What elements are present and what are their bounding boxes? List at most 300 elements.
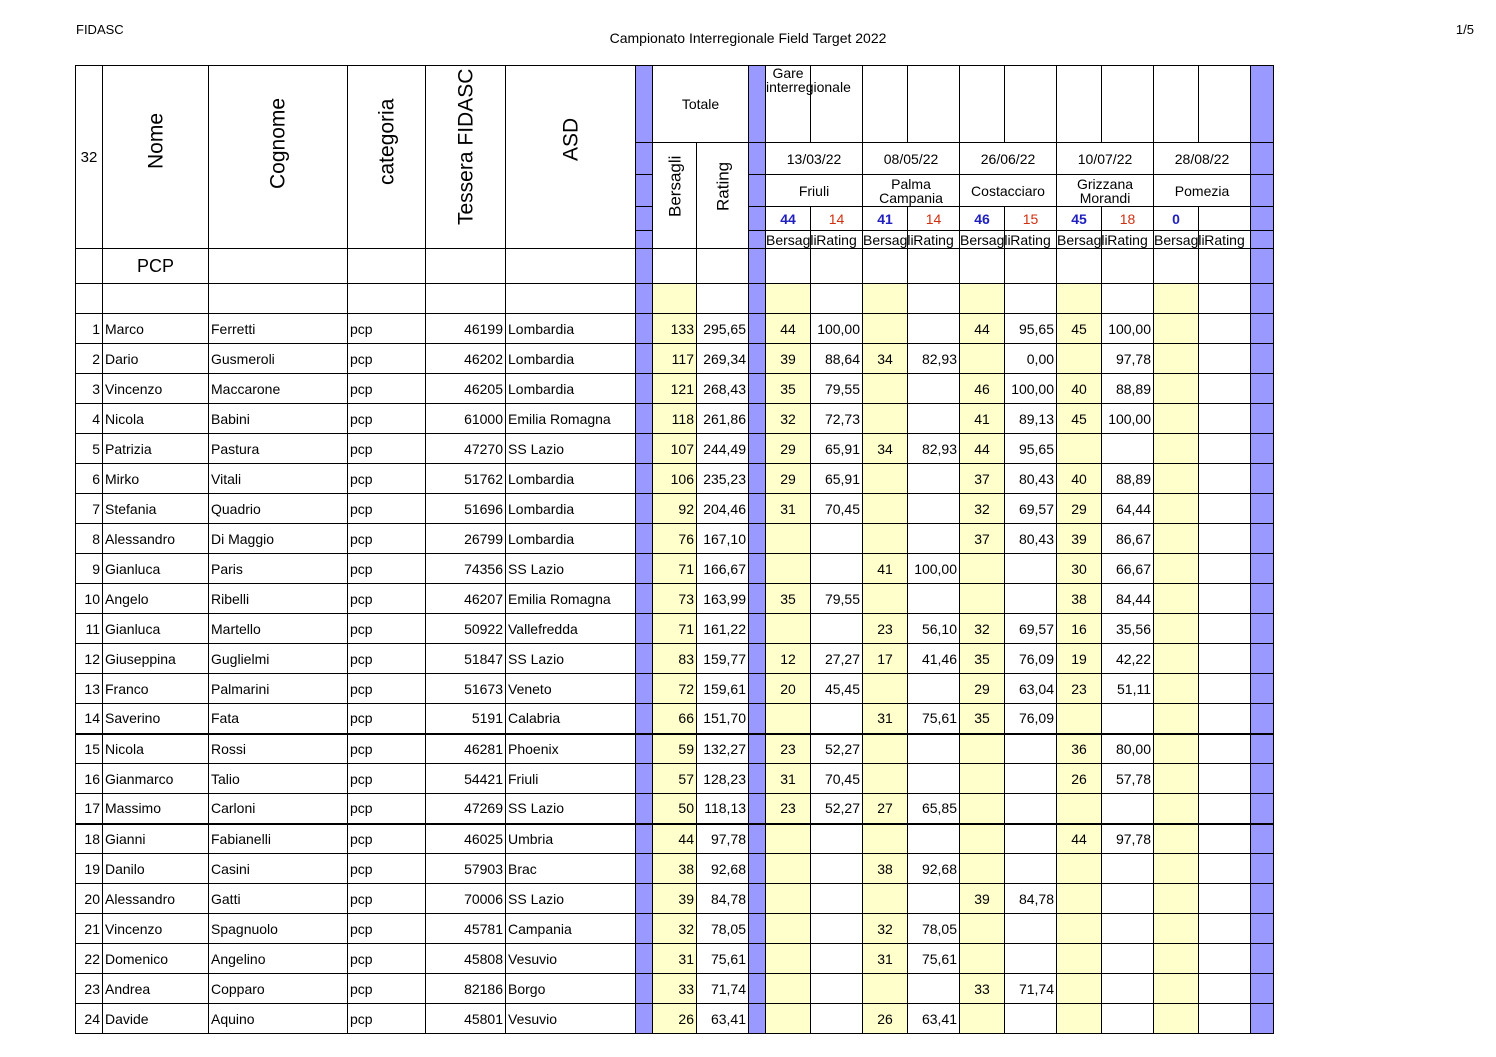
- event-rating-cell: [908, 494, 960, 524]
- table-row: [76, 494, 1274, 524]
- event-rating-cell: 52,27: [811, 794, 863, 824]
- cognome-cell: Aquino: [209, 1004, 348, 1034]
- nome-cell: Franco: [103, 674, 209, 704]
- event-bersagli-cell: 32: [960, 494, 1005, 524]
- rank-cell: 21: [76, 914, 103, 944]
- table-row: [76, 344, 1274, 374]
- table-row: [76, 764, 1274, 794]
- event-place: Grizzana Morandi: [1057, 175, 1154, 207]
- header-tessera: [426, 66, 506, 249]
- event-rating-cell: [908, 884, 960, 914]
- event-rating-cell: 100,00: [811, 314, 863, 344]
- asd-cell: Emilia Romagna: [506, 404, 636, 434]
- event-rating-cell: [1005, 734, 1057, 764]
- event-rating-cell: [1199, 914, 1251, 944]
- event-rating-cell: [1199, 1004, 1251, 1034]
- tessera-cell: 74356: [426, 554, 506, 584]
- event-rating-cell: 52,27: [811, 734, 863, 764]
- event-bersagli-cell: 46: [960, 374, 1005, 404]
- total-rating-cell: 235,23: [697, 464, 749, 494]
- event-bersagli-cell: 34: [863, 434, 908, 464]
- cognome-cell: Gatti: [209, 884, 348, 914]
- event-bersagli-cell: 23: [1057, 674, 1102, 704]
- asd-cell: SS Lazio: [506, 884, 636, 914]
- categoria-cell: pcp: [348, 974, 426, 1004]
- nome-cell: Gianni: [103, 824, 209, 854]
- total-bersagli-cell: 32: [653, 914, 697, 944]
- event-bersagli-cell: 31: [766, 494, 811, 524]
- event-rating-cell: 82,93: [908, 434, 960, 464]
- event-bersagli-cell: 33: [960, 974, 1005, 1004]
- event-bersagli-cell: [1154, 374, 1199, 404]
- total-bersagli-cell: 121: [653, 374, 697, 404]
- event-bersagli-cell: [1154, 974, 1199, 1004]
- table-row: [76, 464, 1274, 494]
- event-rating-cell: [1199, 824, 1251, 854]
- total-bersagli-cell: 38: [653, 854, 697, 884]
- total-rating-cell: 78,05: [697, 914, 749, 944]
- event-bersagli-cell: [1154, 914, 1199, 944]
- event-bersagli-cell: [1154, 884, 1199, 914]
- total-rating-cell: 151,70: [697, 704, 749, 734]
- event-rating-cell: [1102, 704, 1154, 734]
- event-targets: 0: [1154, 207, 1199, 231]
- event-bersagli-cell: 23: [863, 614, 908, 644]
- table-row: [76, 674, 1274, 704]
- categoria-cell: pcp: [348, 464, 426, 494]
- rank-cell: 20: [76, 884, 103, 914]
- cognome-cell: Angelino: [209, 944, 348, 974]
- total-bersagli-cell: 71: [653, 614, 697, 644]
- event-date: 08/05/22: [863, 143, 960, 175]
- tessera-cell: 51696: [426, 494, 506, 524]
- event-bersagli-cell: [1154, 524, 1199, 554]
- event-rating-cell: 51,11: [1102, 674, 1154, 704]
- sub-rating: Rating: [811, 231, 863, 249]
- event-rating-cell: 69,57: [1005, 614, 1057, 644]
- event-bersagli-cell: [960, 854, 1005, 884]
- rank-cell: 3: [76, 374, 103, 404]
- total-rating-cell: 118,13: [697, 794, 749, 824]
- cognome-cell: Ribelli: [209, 584, 348, 614]
- event-rating-cell: 63,04: [1005, 674, 1057, 704]
- categoria-cell: pcp: [348, 764, 426, 794]
- total-rating-cell: 244,49: [697, 434, 749, 464]
- event-rating-cell: [1199, 704, 1251, 734]
- event-rating-cell: [1102, 434, 1154, 464]
- event-rating-cell: [908, 584, 960, 614]
- total-bersagli-cell: 44: [653, 824, 697, 854]
- cognome-cell: Guglielmi: [209, 644, 348, 674]
- event-bersagli-cell: [1154, 824, 1199, 854]
- categoria-cell: pcp: [348, 524, 426, 554]
- event-rating-cell: [811, 944, 863, 974]
- event-rating-cell: 42,22: [1102, 644, 1154, 674]
- sub-rating: Rating: [1199, 231, 1251, 249]
- event-rating-cell: 66,67: [1102, 554, 1154, 584]
- header-nome-label: Nome: [144, 112, 167, 169]
- event-bersagli-cell: [1154, 794, 1199, 824]
- event-rating-cell: [1005, 764, 1057, 794]
- rank-cell: 19: [76, 854, 103, 884]
- tessera-cell: 57903: [426, 854, 506, 884]
- nome-cell: Patrizia: [103, 434, 209, 464]
- total-bersagli-cell: 92: [653, 494, 697, 524]
- event-shooters: 14: [908, 207, 960, 231]
- total-rating-cell: 261,86: [697, 404, 749, 434]
- event-bersagli-cell: [863, 404, 908, 434]
- event-rating-cell: 57,78: [1102, 764, 1154, 794]
- event-rating-cell: 95,65: [1005, 434, 1057, 464]
- event-bersagli-cell: [1154, 554, 1199, 584]
- total-rating-cell: 166,67: [697, 554, 749, 584]
- nome-cell: Vincenzo: [103, 914, 209, 944]
- event-rating-cell: [811, 974, 863, 1004]
- event-rating-cell: [1005, 854, 1057, 884]
- asd-cell: Emilia Romagna: [506, 584, 636, 614]
- total-bersagli-cell: 76: [653, 524, 697, 554]
- total-rating-cell: 269,34: [697, 344, 749, 374]
- event-rating-cell: [1199, 974, 1251, 1004]
- event-targets: 41: [863, 207, 908, 231]
- event-bersagli-cell: 29: [766, 464, 811, 494]
- event-rating-cell: 79,55: [811, 374, 863, 404]
- rank-cell: 17: [76, 794, 103, 824]
- event-bersagli-cell: [1154, 344, 1199, 374]
- table-row: [76, 824, 1274, 854]
- event-bersagli-cell: 29: [766, 434, 811, 464]
- table-row: [76, 944, 1274, 974]
- event-bersagli-cell: 38: [863, 854, 908, 884]
- nome-cell: Davide: [103, 1004, 209, 1034]
- header-categoria-label: categoria: [375, 98, 398, 185]
- event-rating-cell: [908, 734, 960, 764]
- rank-cell: 24: [76, 1004, 103, 1034]
- event-bersagli-cell: 35: [766, 374, 811, 404]
- event-bersagli-cell: [766, 1004, 811, 1034]
- categoria-cell: pcp: [348, 734, 426, 764]
- event-bersagli-cell: 37: [960, 524, 1005, 554]
- event-bersagli-cell: 37: [960, 464, 1005, 494]
- asd-cell: Vesuvio: [506, 1004, 636, 1034]
- event-rating-cell: [1199, 764, 1251, 794]
- event-bersagli-cell: 44: [1057, 824, 1102, 854]
- event-bersagli-cell: 45: [1057, 314, 1102, 344]
- nome-cell: Vincenzo: [103, 374, 209, 404]
- event-rating-cell: [1199, 434, 1251, 464]
- event-bersagli-cell: 40: [1057, 464, 1102, 494]
- tessera-cell: 61000: [426, 404, 506, 434]
- event-bersagli-cell: 31: [863, 944, 908, 974]
- table-row: [76, 734, 1274, 764]
- header-cognome: [209, 66, 348, 249]
- tessera-cell: 45781: [426, 914, 506, 944]
- event-bersagli-cell: [863, 764, 908, 794]
- total-rating-cell: 295,65: [697, 314, 749, 344]
- event-place: Pomezia: [1154, 175, 1251, 207]
- nome-cell: Domenico: [103, 944, 209, 974]
- event-rating-cell: 84,78: [1005, 884, 1057, 914]
- event-rating-cell: [811, 614, 863, 644]
- event-rating-cell: 100,00: [1102, 404, 1154, 434]
- event-bersagli-cell: 27: [863, 794, 908, 824]
- tessera-cell: 51673: [426, 674, 506, 704]
- tessera-cell: 82186: [426, 974, 506, 1004]
- event-rating-cell: 72,73: [811, 404, 863, 434]
- event-bersagli-cell: [1154, 614, 1199, 644]
- event-bersagli-cell: 19: [1057, 644, 1102, 674]
- asd-cell: Vallefredda: [506, 614, 636, 644]
- event-bersagli-cell: [1057, 854, 1102, 884]
- total-bersagli-cell: 33: [653, 974, 697, 1004]
- event-rating-cell: 69,57: [1005, 494, 1057, 524]
- tessera-cell: 51847: [426, 644, 506, 674]
- total-rating-cell: 159,61: [697, 674, 749, 704]
- rank-cell: 18: [76, 824, 103, 854]
- tessera-cell: 46281: [426, 734, 506, 764]
- org-name: FIDASC: [76, 22, 124, 37]
- event-rating-cell: [1005, 794, 1057, 824]
- table-row: [76, 884, 1274, 914]
- event-bersagli-cell: [960, 734, 1005, 764]
- nome-cell: Nicola: [103, 404, 209, 434]
- event-bersagli-cell: 35: [960, 704, 1005, 734]
- cognome-cell: Pastura: [209, 434, 348, 464]
- event-bersagli-cell: [766, 824, 811, 854]
- categoria-cell: pcp: [348, 944, 426, 974]
- event-rating-cell: [1199, 464, 1251, 494]
- event-rating-cell: [811, 884, 863, 914]
- event-rating-cell: [1199, 374, 1251, 404]
- event-bersagli-cell: [863, 974, 908, 1004]
- event-rating-cell: 95,65: [1005, 314, 1057, 344]
- tessera-cell: 26799: [426, 524, 506, 554]
- asd-cell: SS Lazio: [506, 644, 636, 674]
- nome-cell: Giuseppina: [103, 644, 209, 674]
- categoria-cell: pcp: [348, 404, 426, 434]
- event-bersagli-cell: 41: [863, 554, 908, 584]
- header-nome: [103, 66, 209, 249]
- event-bersagli-cell: [960, 344, 1005, 374]
- event-bersagli-cell: 41: [960, 404, 1005, 434]
- event-rating-cell: [908, 824, 960, 854]
- event-bersagli-cell: 16: [1057, 614, 1102, 644]
- event-rating-cell: [1102, 974, 1154, 1004]
- ranking-table: [75, 65, 1274, 1034]
- rank-cell: 9: [76, 554, 103, 584]
- asd-cell: Vesuvio: [506, 944, 636, 974]
- total-bersagli-cell: 26: [653, 1004, 697, 1034]
- event-rating-cell: 65,85: [908, 794, 960, 824]
- event-bersagli-cell: 44: [960, 434, 1005, 464]
- rank-cell: 15: [76, 734, 103, 764]
- event-bersagli-cell: 39: [960, 884, 1005, 914]
- event-bersagli-cell: [766, 554, 811, 584]
- event-bersagli-cell: 38: [1057, 584, 1102, 614]
- event-rating-cell: 45,45: [811, 674, 863, 704]
- event-rating-cell: 35,56: [1102, 614, 1154, 644]
- event-rating-cell: [1199, 314, 1251, 344]
- ranking-rows: [76, 314, 1274, 1034]
- cognome-cell: Babini: [209, 404, 348, 434]
- event-rating-cell: [1102, 794, 1154, 824]
- event-rating-cell: [811, 914, 863, 944]
- tessera-cell: 47269: [426, 794, 506, 824]
- tessera-cell: 46207: [426, 584, 506, 614]
- event-bersagli-cell: [1154, 434, 1199, 464]
- tessera-cell: 46205: [426, 374, 506, 404]
- event-rating-cell: 76,09: [1005, 704, 1057, 734]
- total-bersagli-cell: 39: [653, 884, 697, 914]
- table-row: [76, 434, 1274, 464]
- cognome-cell: Ferretti: [209, 314, 348, 344]
- sub-bersagli: Bersagli: [863, 231, 914, 248]
- header-bersagli: [653, 143, 697, 249]
- table-row: [76, 914, 1274, 944]
- total-rating-cell: 97,78: [697, 824, 749, 854]
- nome-cell: Massimo: [103, 794, 209, 824]
- event-rating-cell: [1199, 494, 1251, 524]
- event-place: Friuli: [766, 175, 863, 207]
- event-bersagli-cell: 20: [766, 674, 811, 704]
- event-rating-cell: [1005, 824, 1057, 854]
- header-gare: Gare interregionale: [766, 66, 811, 143]
- asd-cell: Lombardia: [506, 374, 636, 404]
- event-place: Costacciaro: [960, 175, 1057, 207]
- rank-cell: 10: [76, 584, 103, 614]
- event-rating-cell: [1102, 854, 1154, 884]
- header-rating: [697, 143, 749, 249]
- asd-cell: Campania: [506, 914, 636, 944]
- event-bersagli-cell: 17: [863, 644, 908, 674]
- event-rating-cell: [811, 524, 863, 554]
- cognome-cell: Palmarini: [209, 674, 348, 704]
- event-rating-cell: 0,00: [1005, 344, 1057, 374]
- total-bersagli-cell: 118: [653, 404, 697, 434]
- total-rating-cell: 167,10: [697, 524, 749, 554]
- event-rating-cell: [908, 764, 960, 794]
- event-bersagli-cell: [1057, 434, 1102, 464]
- event-rating-cell: [1199, 404, 1251, 434]
- event-rating-cell: 80,00: [1102, 734, 1154, 764]
- event-bersagli-cell: 26: [863, 1004, 908, 1034]
- nome-cell: Marco: [103, 314, 209, 344]
- sub-rating: Rating: [1005, 231, 1057, 249]
- table-row: [76, 1004, 1274, 1034]
- table-row: [76, 374, 1274, 404]
- total-rating-cell: 163,99: [697, 584, 749, 614]
- event-rating-cell: 82,93: [908, 344, 960, 374]
- event-rating-cell: 70,45: [811, 764, 863, 794]
- event-bersagli-cell: 23: [766, 794, 811, 824]
- event-rating-cell: 97,78: [1102, 344, 1154, 374]
- event-rating-cell: [908, 974, 960, 1004]
- categoria-cell: pcp: [348, 314, 426, 344]
- event-bersagli-cell: [766, 524, 811, 554]
- sub-bersagli: Bersagli: [1057, 231, 1108, 248]
- sub-rating: Rating: [1102, 231, 1154, 249]
- cognome-cell: Di Maggio: [209, 524, 348, 554]
- event-bersagli-cell: 29: [960, 674, 1005, 704]
- event-bersagli-cell: 32: [863, 914, 908, 944]
- categoria-cell: pcp: [348, 494, 426, 524]
- event-rating-cell: 92,68: [908, 854, 960, 884]
- event-bersagli-cell: 34: [863, 344, 908, 374]
- event-bersagli-cell: 44: [766, 314, 811, 344]
- page-number: 1/5: [1455, 22, 1474, 37]
- event-rating-cell: [908, 314, 960, 344]
- event-rating-cell: 75,61: [908, 944, 960, 974]
- event-rating-cell: [1102, 944, 1154, 974]
- tessera-cell: 46202: [426, 344, 506, 374]
- cognome-cell: Quadrio: [209, 494, 348, 524]
- event-bersagli-cell: [863, 584, 908, 614]
- event-rating-cell: [1199, 794, 1251, 824]
- event-shooters: 14: [811, 207, 863, 231]
- event-bersagli-cell: 23: [766, 734, 811, 764]
- categoria-cell: pcp: [348, 584, 426, 614]
- event-bersagli-cell: [960, 554, 1005, 584]
- nome-cell: Alessandro: [103, 524, 209, 554]
- table-row: [76, 614, 1274, 644]
- asd-cell: Brac: [506, 854, 636, 884]
- rank-cell: 4: [76, 404, 103, 434]
- asd-cell: Phoenix: [506, 734, 636, 764]
- table-row: [76, 314, 1274, 344]
- total-rating-cell: 63,41: [697, 1004, 749, 1034]
- event-bersagli-cell: 36: [1057, 734, 1102, 764]
- event-rating-cell: 86,67: [1102, 524, 1154, 554]
- event-shooters: [1199, 207, 1251, 231]
- header-bersagli-label: Bersagli: [665, 155, 684, 217]
- event-rating-cell: [908, 524, 960, 554]
- tessera-cell: 50922: [426, 614, 506, 644]
- event-rating-cell: 71,74: [1005, 974, 1057, 1004]
- total-rating-cell: 128,23: [697, 764, 749, 794]
- event-rating-cell: [1199, 554, 1251, 584]
- asd-cell: Borgo: [506, 974, 636, 1004]
- total-rating-cell: 75,61: [697, 944, 749, 974]
- event-rating-cell: 41,46: [908, 644, 960, 674]
- event-rating-cell: 56,10: [908, 614, 960, 644]
- nome-cell: Angelo: [103, 584, 209, 614]
- event-bersagli-cell: 31: [863, 704, 908, 734]
- event-bersagli-cell: [1154, 1004, 1199, 1034]
- event-bersagli-cell: [863, 494, 908, 524]
- categoria-cell: pcp: [348, 1004, 426, 1034]
- event-rating-cell: 88,89: [1102, 464, 1154, 494]
- event-rating-cell: [1199, 644, 1251, 674]
- event-rating-cell: 79,55: [811, 584, 863, 614]
- event-rating-cell: 100,00: [1005, 374, 1057, 404]
- event-bersagli-cell: [1154, 674, 1199, 704]
- event-bersagli-cell: [1154, 584, 1199, 614]
- event-rating-cell: [1199, 944, 1251, 974]
- event-rating-cell: 63,41: [908, 1004, 960, 1034]
- nome-cell: Stefania: [103, 494, 209, 524]
- table-row: [76, 794, 1274, 824]
- rank-cell: 16: [76, 764, 103, 794]
- table-row: [76, 584, 1274, 614]
- asd-cell: Lombardia: [506, 524, 636, 554]
- event-bersagli-cell: [1154, 854, 1199, 884]
- cognome-cell: Vitali: [209, 464, 348, 494]
- event-rating-cell: [1005, 584, 1057, 614]
- event-rating-cell: [1199, 584, 1251, 614]
- cognome-cell: Martello: [209, 614, 348, 644]
- categoria-cell: pcp: [348, 914, 426, 944]
- cognome-cell: Gusmeroli: [209, 344, 348, 374]
